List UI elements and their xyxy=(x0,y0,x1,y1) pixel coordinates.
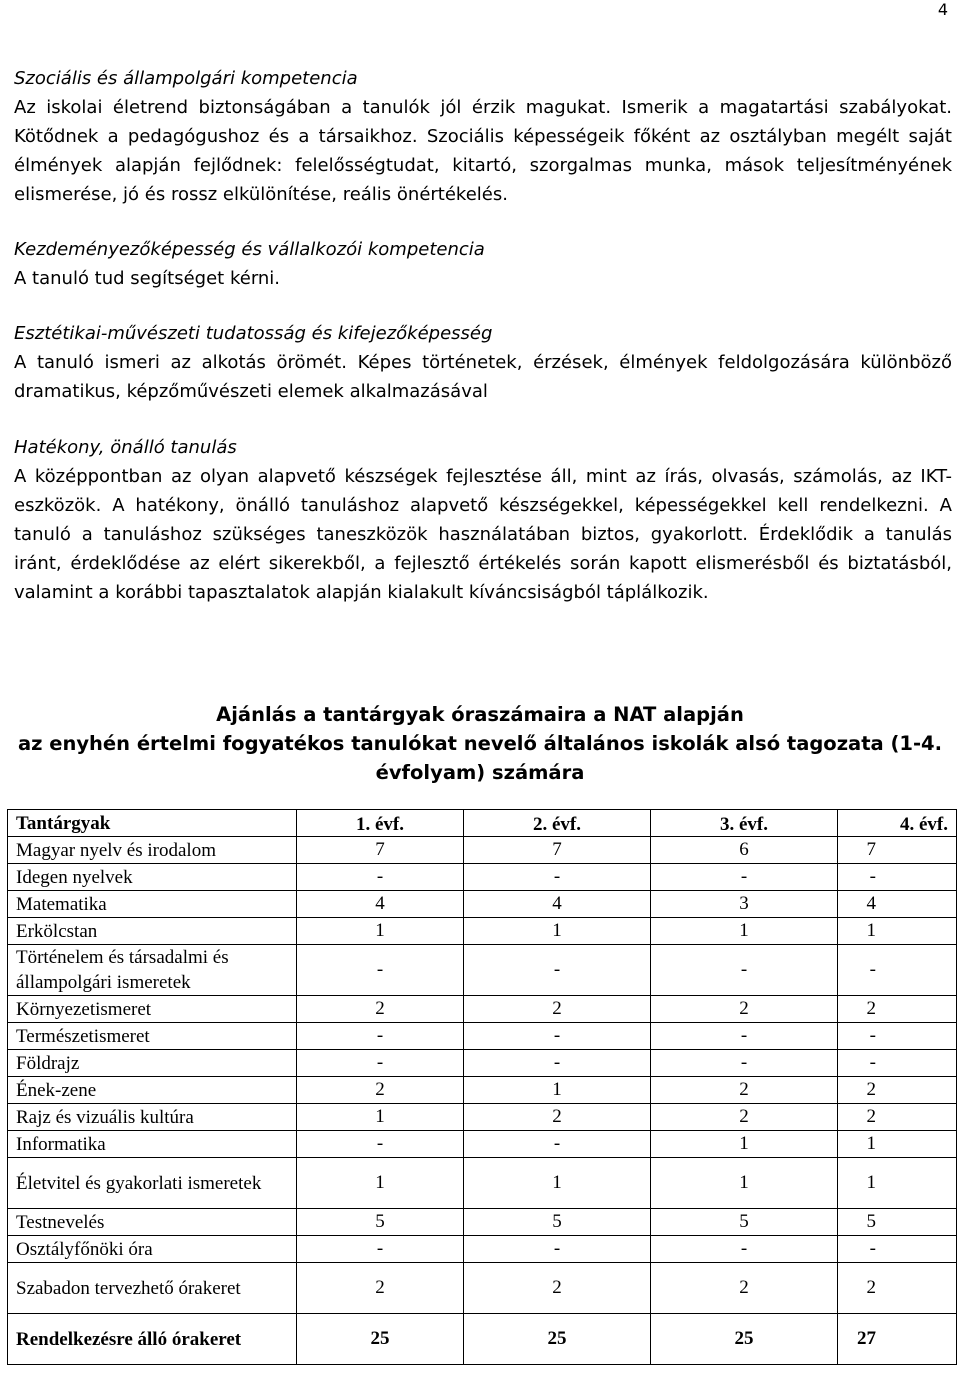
table-row xyxy=(8,864,957,891)
grade-3-cell: 2 xyxy=(651,1077,838,1104)
section-social-competence xyxy=(14,64,952,209)
table-row xyxy=(8,1158,957,1209)
subject-hours-table xyxy=(7,809,957,1365)
grade-1-cell: 1 xyxy=(297,1104,464,1131)
grade-1-cell: - xyxy=(297,1131,464,1158)
table-total-row xyxy=(8,1314,957,1365)
grade-4-cell: 1 xyxy=(838,1158,957,1209)
grade-4-cell: 1 xyxy=(838,918,957,945)
total-grade-3-cell: 25 xyxy=(651,1314,838,1365)
table-row xyxy=(8,1236,957,1263)
grade-1-cell: 7 xyxy=(297,837,464,864)
section-text: A tanuló ismeri az alkotás örömét. Képes történetek, érzések, élmények feldolgozására különböző dramatikus, képzőművészeti elemek alkalmazásával xyxy=(14,352,952,402)
grade-3-cell: - xyxy=(651,1050,838,1077)
section-heading: Hatékony, önálló tanulás xyxy=(14,437,237,458)
grade-1-cell: - xyxy=(297,1236,464,1263)
subject-cell: Földrajz xyxy=(8,1050,297,1077)
header-grade-4: 4. évf. xyxy=(838,810,957,837)
section-initiative-competence xyxy=(14,235,952,293)
table-row xyxy=(8,1131,957,1158)
grade-4-cell: 2 xyxy=(838,1077,957,1104)
grade-2-cell: - xyxy=(464,1131,651,1158)
grade-4-cell: - xyxy=(838,864,957,891)
grade-1-cell: 2 xyxy=(297,996,464,1023)
grade-3-cell: 1 xyxy=(651,1158,838,1209)
grade-4-cell: 1 xyxy=(838,1131,957,1158)
grade-4-cell: 5 xyxy=(838,1209,957,1236)
grade-4-cell: - xyxy=(838,945,957,996)
header-grade-1: 1. évf. xyxy=(297,810,464,837)
grade-3-cell: - xyxy=(651,945,838,996)
table-row xyxy=(8,945,957,996)
grade-1-cell: - xyxy=(297,1023,464,1050)
grade-2-cell: - xyxy=(464,945,651,996)
grade-3-cell: - xyxy=(651,1236,838,1263)
grade-3-cell: 3 xyxy=(651,891,838,918)
grade-1-cell: 4 xyxy=(297,891,464,918)
total-grade-2-cell: 25 xyxy=(464,1314,651,1365)
grade-2-cell: - xyxy=(464,1236,651,1263)
section-heading: Szociális és állampolgári kompetencia xyxy=(14,68,358,89)
table-title-line-1: Ajánlás a tantárgyak óraszámaira a NAT alapján xyxy=(216,703,744,726)
grade-1-cell: 1 xyxy=(297,918,464,945)
grade-2-cell: 4 xyxy=(464,891,651,918)
grade-3-cell: 1 xyxy=(651,1131,838,1158)
grade-4-cell: - xyxy=(838,1050,957,1077)
grade-2-cell: 1 xyxy=(464,1077,651,1104)
table-row xyxy=(8,996,957,1023)
grade-4-cell: - xyxy=(838,1236,957,1263)
grade-3-cell: 5 xyxy=(651,1209,838,1236)
grade-2-cell: - xyxy=(464,864,651,891)
grade-4-cell: 2 xyxy=(838,996,957,1023)
grade-1-cell: - xyxy=(297,864,464,891)
subject-cell: Informatika xyxy=(8,1131,297,1158)
grade-3-cell: - xyxy=(651,1023,838,1050)
subject-cell: Szabadon tervezhető órakeret xyxy=(8,1263,297,1314)
table-row xyxy=(8,1104,957,1131)
table-row xyxy=(8,1209,957,1236)
table-header-row xyxy=(8,810,957,837)
grade-2-cell: 5 xyxy=(464,1209,651,1236)
grade-4-cell: 7 xyxy=(838,837,957,864)
total-grade-4-cell: 27 xyxy=(838,1314,957,1365)
subject-cell: Életvitel és gyakorlati ismeretek xyxy=(8,1158,297,1209)
grade-4-cell: - xyxy=(838,1023,957,1050)
table-row xyxy=(8,1023,957,1050)
total-label-cell: Rendelkezésre álló órakeret xyxy=(8,1314,297,1365)
grade-2-cell: 2 xyxy=(464,1104,651,1131)
subject-cell: Idegen nyelvek xyxy=(8,864,297,891)
grade-2-cell: 1 xyxy=(464,918,651,945)
grade-1-cell: 2 xyxy=(297,1263,464,1314)
grade-2-cell: 7 xyxy=(464,837,651,864)
subject-cell: Történelem és társadalmi és állampolgári ismeretek xyxy=(8,945,297,996)
grade-4-cell: 2 xyxy=(838,1263,957,1314)
grade-3-cell: 2 xyxy=(651,1104,838,1131)
section-text: A tanuló tud segítséget kérni. xyxy=(14,268,281,289)
section-effective-learning xyxy=(14,433,952,607)
grade-1-cell: - xyxy=(297,945,464,996)
table-row xyxy=(8,1077,957,1104)
section-text: A középpontban az olyan alapvető készségek fejlesztése áll, mint az írás, olvasás, számolás, az IKT-eszközök. A hatékony, önálló tanuláshoz alapvető készségekkel, képességekkel kell rendelkezni. A tanuló a tanuláshoz szükséges taneszközök használatában biztos, gyakorlott. Érdeklődik a tanulás iránt, érdeklődése az elért sikerekből, a fejlesztő értékelés során kapott elismerésből és biztatásból, valamint a korábbi tapasztalatok alapján kialakult kíváncsiságból táplálkozik. xyxy=(14,466,952,603)
table-title-line-2: az enyhén értelmi fogyatékos tanulókat nevelő általános iskolák alsó tagozata (1-4. évfolyam) számára xyxy=(17,732,943,784)
grade-4-cell: 4 xyxy=(838,891,957,918)
subject-cell: Ének-zene xyxy=(8,1077,297,1104)
subject-cell: Erkölcstan xyxy=(8,918,297,945)
header-subjects: Tantárgyak xyxy=(8,810,297,837)
table-row xyxy=(8,1050,957,1077)
subject-cell: Matematika xyxy=(8,891,297,918)
grade-3-cell: 6 xyxy=(651,837,838,864)
grade-4-cell: 2 xyxy=(838,1104,957,1131)
grade-1-cell: - xyxy=(297,1050,464,1077)
table-row xyxy=(8,1263,957,1314)
header-grade-2: 2. évf. xyxy=(464,810,651,837)
subject-cell: Természetismeret xyxy=(8,1023,297,1050)
subject-cell: Magyar nyelv és irodalom xyxy=(8,837,297,864)
subject-cell: Környezetismeret xyxy=(8,996,297,1023)
grade-2-cell: 2 xyxy=(464,1263,651,1314)
table-row xyxy=(8,891,957,918)
grade-3-cell: - xyxy=(651,864,838,891)
section-heading: Kezdeményezőképesség és vállalkozói kompetencia xyxy=(14,239,485,260)
grade-3-cell: 2 xyxy=(651,996,838,1023)
table-title xyxy=(0,700,960,787)
section-text: Az iskolai életrend biztonságában a tanulók jól érzik magukat. Ismerik a magatartási szabályokat. Kötődnek a pedagógushoz és a társaikhoz. Szociális képességeik főként az osztályban megélt saját élmények alapján fejlődnek: felelősségtudat, kitartó, szorgalmas munka, mások teljesítményének elismerése, jó és rossz elkülönítése, reális önértékelés. xyxy=(14,97,952,205)
table-row xyxy=(8,918,957,945)
subject-cell: Osztályfőnöki óra xyxy=(8,1236,297,1263)
document-body xyxy=(14,64,952,607)
section-aesthetic-competence xyxy=(14,319,952,406)
subject-cell: Rajz és vizuális kultúra xyxy=(8,1104,297,1131)
header-grade-3: 3. évf. xyxy=(651,810,838,837)
grade-1-cell: 1 xyxy=(297,1158,464,1209)
grade-3-cell: 2 xyxy=(651,1263,838,1314)
total-grade-1-cell: 25 xyxy=(297,1314,464,1365)
grade-2-cell: 1 xyxy=(464,1158,651,1209)
page-number: 4 xyxy=(937,0,948,19)
subject-cell: Testnevelés xyxy=(8,1209,297,1236)
grade-2-cell: - xyxy=(464,1050,651,1077)
grade-2-cell: - xyxy=(464,1023,651,1050)
section-heading: Esztétikai-művészeti tudatosság és kifejezőképesség xyxy=(14,323,493,344)
grade-3-cell: 1 xyxy=(651,918,838,945)
grade-1-cell: 2 xyxy=(297,1077,464,1104)
grade-1-cell: 5 xyxy=(297,1209,464,1236)
table-row xyxy=(8,837,957,864)
grade-2-cell: 2 xyxy=(464,996,651,1023)
